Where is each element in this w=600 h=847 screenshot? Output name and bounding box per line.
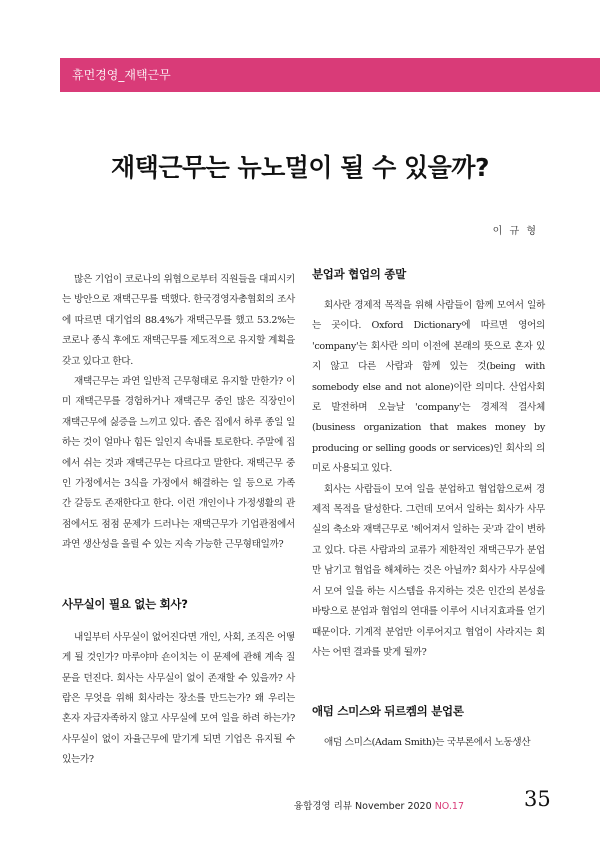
footer-date: November 2020 <box>355 801 432 812</box>
section-heading: 사무실이 필요 없는 회사? <box>62 596 188 611</box>
page-number: 35 <box>524 787 551 811</box>
paragraph: 내일부터 사무실이 없어진다면 개인, 사회, 조직은 어떻게 될 것인가? 마루야마 숀이치는 이 문제에 관해 계속 질문을 던진다. 회사는 사무실이 없이 존재할 수 있을까? 사람은 무엇을 위해 회사라는 장소를 만드는가? 왜 우리는 혼자 자급자족하지 않고 사무실에 모여 일을 하려 하는가? 사무실이 없이 자율근무에 맡기게 되면 기업은 유지될 수 있는가? <box>62 631 295 766</box>
paragraph: 회사는 사람들이 모여 일을 분업하고 협업함으로써 경제적 목적을 달성한다. 그런데 모여서 일하는 회사가 사무실의 축소와 재택근무로 '헤어져서 일하는 곳'과 같이 변하고 있다. 다른 사람과의 교류가 제한적인 재택근무가 분업만 남기고 협업을 해체하는 것은 아닐까? 회사가 사무실에서 모여 일을 하는 시스템을 유지하는 것은 인간의 본성을 바탕으로 분업과 협업의 연대를 이루어 시너지효과를 얻기 때문이다. 기계적 분업만 이루어지고 협업이 사라지는 회사는 어떤 결과를 맞게 될까? <box>312 483 545 658</box>
author-name: 이 규 형 <box>492 226 538 237</box>
paragraph: 많은 기업이 코로나의 위협으로부터 직원들을 대피시키는 방안으로 재택근무를 택했다. 한국경영자총협회의 조사에 따르면 대기업의 88.4%가 재택근무를 했고 53.2%는 코로나 종식 후에도 재택근무를 제도적으로 유지할 계획을 갖고 있다고 한다. <box>62 274 295 367</box>
category-label: 휴먼경영_재택근무 <box>72 68 171 82</box>
footer-magazine-info <box>294 798 464 812</box>
paragraph: 재택근무는 과연 일반적 근무형태로 유지할 만한가? 이미 재택근무를 경험하거나 재택근무 중인 많은 직장인이 재택근무에 싫증을 느끼고 있다. 좁은 집에서 하루 종일 일하는 것이 얼마나 힘든 일인지 속내를 토로한다. 주말에 집에서 쉬는 것과 재택근무는 다르다고 말한다. 재택근무 중인 가정에서는 3식을 가정에서 해결하는 일 등으로 가족 간 갈등도 존재한다고 한다. 이런 개인이나 가정생활의 관점에서도 점점 문제가 드러나는 재택근무가 기업관점에서 과연 생산성을 올릴 수 있는 지속 가능한 근무형태일까? <box>62 376 295 551</box>
left-column <box>62 270 295 771</box>
paragraph: 애덤 스미스(Adam Smith)는 국부론에서 노동생산 <box>324 737 531 749</box>
page-footer <box>0 790 540 820</box>
article-title: 재택근무는 뉴노멀이 될 수 있을까? <box>111 153 489 182</box>
section-heading: 애덤 스미스와 뒤르켐의 분업론 <box>312 704 464 719</box>
paragraph: 회사란 경제적 목적을 위해 사람들이 함께 모여서 일하는 곳이다. Oxford Dictionary에 따르면 영어의 'company'는 회사란 의미 이전에 본래의 뜻으로 혼자 있지 않고 다른 사람과 함께 있는 것(being with somebody else and not alone)이란 의미다. 산업사회로 발전하며 오늘날 'company'는 경제적 결사체(business organization that makes money by producing or selling goods or services)인 회사의 의미로 사용되고 있다. <box>312 300 545 475</box>
footer-issue: NO.17 <box>434 801 464 812</box>
right-column <box>312 267 545 754</box>
footer-magazine-name: 융합경영 리뷰 <box>293 801 352 812</box>
section-heading: 분업과 협업의 종말 <box>312 267 406 281</box>
